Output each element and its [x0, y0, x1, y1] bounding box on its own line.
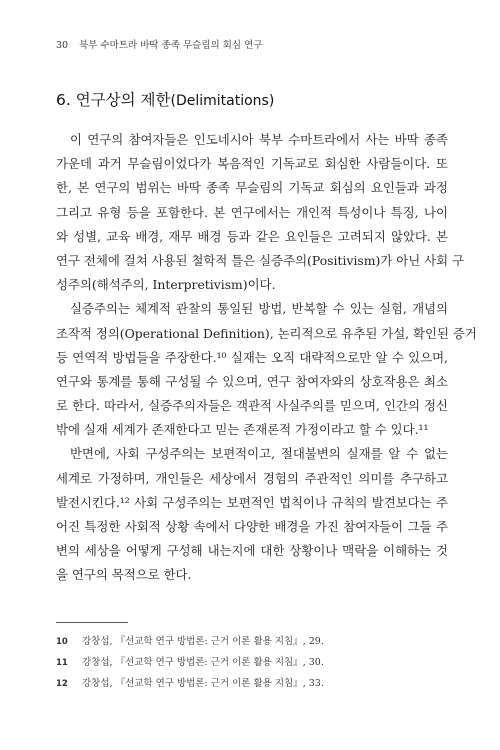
footnote-text: 강창섭, 『선교학 연구 방법론: 근거 이론 활용 지침』, 29.	[82, 636, 324, 647]
footnote-number: 11	[56, 658, 68, 668]
paragraph-line: 성주의(해석주의, Interpretivism)이다.	[56, 277, 276, 293]
footnote-number: 12	[56, 679, 68, 689]
paragraph-line: 발전시킨다.¹² 사회 구성주의는 보편적인 법칙이나 규칙의 발견보다는 주	[56, 494, 448, 510]
paragraph-line: 반면에, 사회 구성주의는 보편적이고, 절대불변의 실재를 알 수 없는	[70, 446, 448, 462]
paragraph-line: 연구와 통계를 통해 구성될 수 있으며, 연구 참여자와의 상호작용은 최소	[56, 373, 448, 389]
paragraph-line: 어진 특정한 사회적 상황 속에서 다양한 배경을 가진 참여자들이 그들 주	[56, 519, 448, 534]
paragraph-line: 가운데 과거 무슬림이었다가 복음적인 기독교로 회심한 사람들이다. 또	[56, 156, 448, 172]
paragraph-line: 밖에 실재 세계가 존재한다고 믿는 존재론적 가정이라고 할 수 있다.¹¹	[56, 422, 429, 438]
paragraph-line: 실증주의는 체계적 관찰의 통일된 방법, 반복할 수 있는 실험, 개념의	[70, 301, 448, 317]
body-text	[56, 128, 477, 588]
paragraph-line: 세계로 가정하며, 개인들은 세상에서 경험의 주관적인 의미를 추구하고	[56, 470, 448, 486]
section-title-latin: (Delimitations)	[170, 93, 275, 109]
footnote-item	[56, 631, 448, 652]
footnote-text: 강창섭, 『선교학 연구 방법론: 근거 이론 활용 지침』, 33.	[82, 678, 324, 689]
paragraph-line: 변의 세상을 어떻게 구성해 내는지에 대한 상황이나 맥락을 이해하는 것	[56, 543, 448, 559]
footnote-text: 강창섭, 『선교학 연구 방법론: 근거 이론 활용 지침』, 30.	[82, 657, 324, 668]
section-title-text: 연구상의 제한	[75, 91, 171, 109]
running-title: 북부 수마트라 바딱 종족 무슬림의 회심 연구	[79, 40, 263, 51]
paragraph-line: 로 한다. 따라서, 실증주의자들은 객관적 사실주의를 믿으며, 인간의 정신	[56, 398, 448, 414]
footnotes	[56, 631, 448, 694]
footnote-number: 10	[56, 637, 68, 647]
footnote-divider	[56, 622, 128, 623]
paragraph-line: 을 연구의 목적으로 한다.	[56, 567, 192, 583]
section-number: 6.	[56, 91, 71, 109]
footnote-item	[56, 673, 448, 694]
page-number: 30	[56, 40, 69, 51]
section-heading	[56, 88, 274, 110]
paragraph-line: 등 연역적 방법들을 주장한다.¹⁰ 실재는 오직 대략적으로만 알 수 있으며,	[56, 349, 448, 365]
paragraph-line: 조작적 정의(Operational Definition), 논리적으로 유추된 가설, 확인된 증거	[56, 325, 477, 341]
paragraph-line: 연구 전체에 걸쳐 사용된 철학적 틀은 실증주의(Positivism)가 아닌 사회 구	[56, 252, 464, 268]
paragraph-line: 와 성별, 교육 배경, 재무 배경 등과 같은 요인들은 고려되지 않았다. 본	[56, 228, 448, 244]
footnote-item	[56, 652, 448, 673]
running-header	[56, 37, 262, 51]
paragraph-line: 한, 본 연구의 범위는 바딱 종족 무슬림의 기독교 회심의 요인들과 과정	[56, 180, 448, 196]
paragraph-line: 그리고 유형 등을 포함한다. 본 연구에서는 개인적 특성이나 특징, 나이	[56, 204, 448, 220]
paragraph-line: 이 연구의 참여자들은 인도네시아 북부 수마트라에서 사는 바딱 종족	[70, 132, 448, 147]
